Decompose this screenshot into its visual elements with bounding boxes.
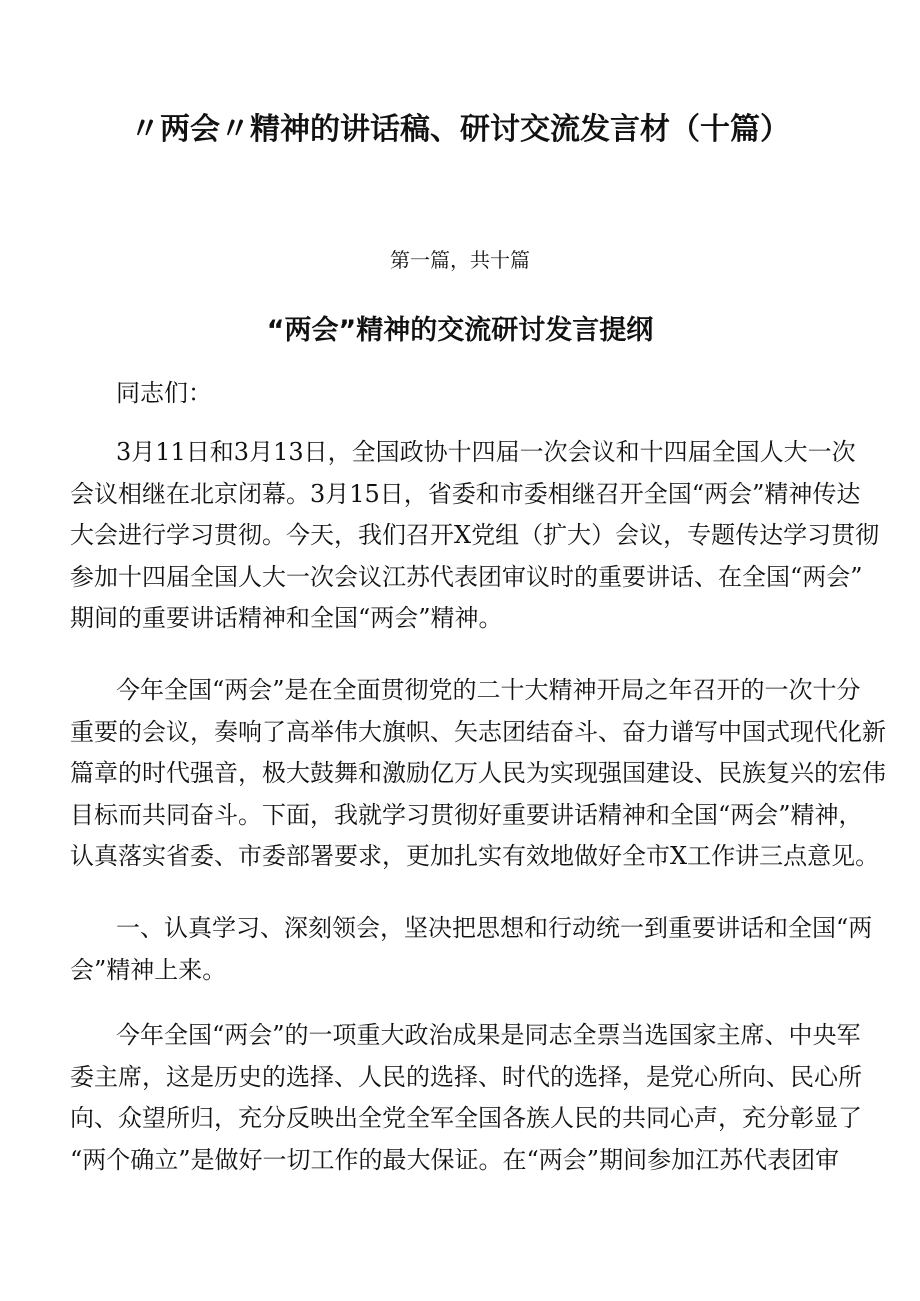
paragraph-line: 目标而共同奋斗。下面，我就学习贯彻好重要讲话精神和全国“两会”精神， — [70, 800, 863, 829]
paragraph-line: 篇章的时代强音，极大鼓舞和激励亿万人民为实现强国建设、民族复兴的宏伟 — [70, 759, 886, 787]
paragraph-line: 参加十四届全国人大一次会议江苏代表团审议时的重要讲话、在全国“两会” — [70, 562, 863, 591]
paragraph-line: 委主席，这是历史的选择、人民的选择、时代的选择，是党心所向、民心所 — [70, 1062, 862, 1091]
paragraph-line: 会议相继在北京闭幕。3月15日，省委和市委相继召开全国“两会”精神传达 — [70, 479, 861, 508]
paragraph-4 — [70, 1015, 870, 1181]
paragraph-line: 一、认真学习、深刻领会，坚决把思想和行动统一到重要讲话和全国“两 — [116, 914, 873, 942]
paragraph-line: 期间的重要讲话精神和全国“两会”精神。 — [70, 604, 503, 632]
paragraph-line: 今年全国“两会”是在全面贯彻党的二十大精神开局之年召开的一次十分 — [116, 676, 861, 704]
paragraph-3-heading — [70, 908, 873, 991]
paragraph-line: 今年全国“两会”的一项重大政治成果是同志全票当选国家主席、中央军 — [116, 1021, 861, 1049]
paragraph-line: “两个确立”是做好一切工作的最大保证。在“两会”期间参加江苏代表团审 — [70, 1145, 840, 1174]
paragraph-line: 认真落实省委、市委部署要求，更加扎实有效地做好全市X工作讲三点意见。 — [70, 842, 880, 870]
document-title: 〃两会〃精神的讲话稿、研讨交流发言材（十篇） — [130, 112, 790, 147]
paragraph-line: 大会进行学习贯彻。今天，我们召开X党组（扩大）会议，专题传达学习贯彻 — [70, 521, 880, 549]
paragraph-line: 重要的会议，奏响了高举伟大旗帜、矢志团结奋斗、奋力谱写中国式现代化新 — [70, 717, 886, 746]
paragraph-1 — [70, 432, 880, 640]
part-label: 第一篇，共十篇 — [390, 248, 530, 272]
section-title: “两会”精神的交流研讨发言提纲 — [266, 315, 654, 346]
greeting-line: 同志们： — [116, 379, 212, 407]
paragraph-line: 向、众望所归，充分反映出全党全军全国各族人民的共同心声，充分彰显了 — [70, 1104, 862, 1132]
greeting — [70, 373, 870, 415]
paragraph-line: 3月11日和3月13日，全国政协十四届一次会议和十四届全国人大一次 — [116, 438, 856, 466]
paragraph-2 — [70, 670, 886, 878]
paragraph-line: 会”精神上来。 — [70, 955, 227, 984]
